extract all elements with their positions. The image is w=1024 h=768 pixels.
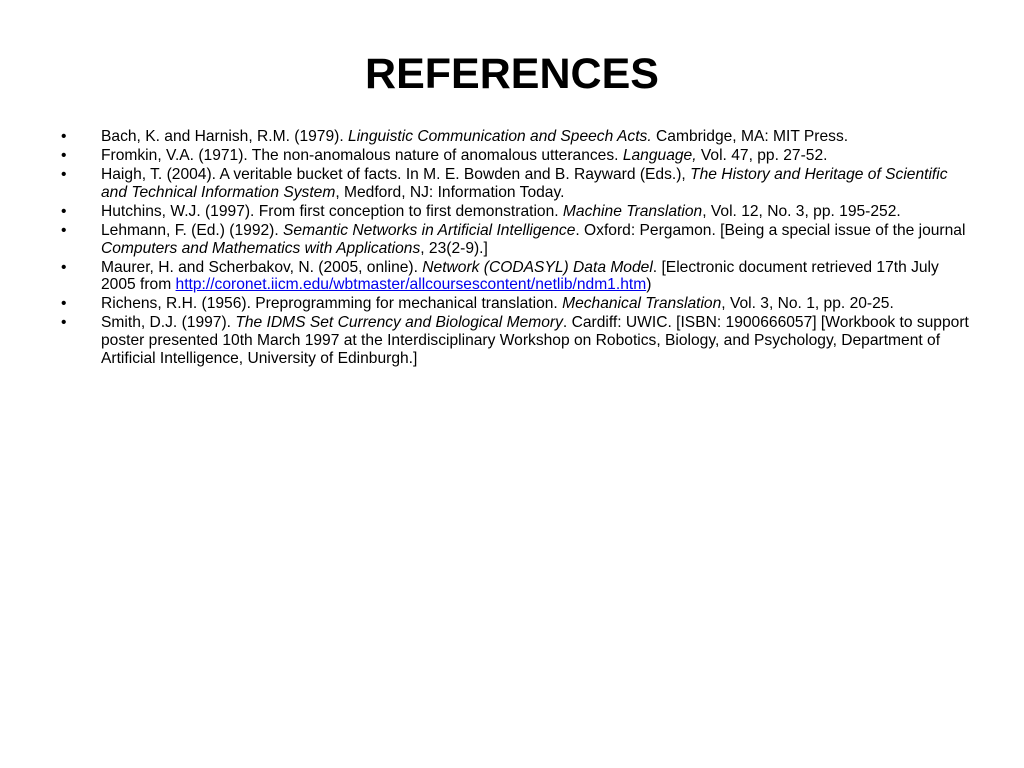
- reference-item: [57, 203, 972, 221]
- reference-text: , Medford, NJ: Information Today.: [335, 183, 565, 201]
- reference-text: Haigh, T. (2004). A veritable bucket of facts. In M. E. Bowden and B. Rayward (Eds.),: [101, 166, 691, 184]
- reference-text: Fromkin, V.A. (1971). The non-anomalous nature of anomalous utterances.: [101, 147, 623, 165]
- reference-text: Maurer, H. and Scherbakov, N. (2005, online).: [101, 258, 423, 276]
- reference-text: Lehmann, F. (Ed.) (1992).: [101, 221, 284, 239]
- reference-title: The IDMS Set Currency and Biological Memory: [235, 314, 563, 332]
- reference-text: Cambridge, MA: MIT Press.: [651, 128, 849, 145]
- reference-title: Linguistic Communication and Speech Acts.: [348, 128, 652, 145]
- reference-title: The History and Heritage of Scientific and Technical Information System: [101, 166, 948, 201]
- reference-text: , Vol. 3, No. 1, pp. 20-25.: [721, 295, 894, 313]
- bullet-icon: •: [61, 258, 67, 276]
- reference-text: Smith, D.J. (1997).: [101, 314, 236, 332]
- reference-list: [57, 128, 972, 369]
- reference-text: Bach, K. and Harnish, R.M. (1979).: [101, 128, 349, 145]
- reference-text: Richens, R.H. (1956). Preprogramming for mechanical translation.: [101, 295, 563, 313]
- reference-text: , 23(2-9).]: [420, 239, 488, 257]
- reference-text: Hutchins, W.J. (1997). From first conception to first demonstration.: [101, 202, 563, 220]
- bullet-icon: •: [61, 128, 67, 145]
- reference-title: Mechanical Translation: [562, 295, 722, 313]
- reference-item: [57, 147, 972, 165]
- reference-text: . [Electronic document retrieved 17th July 2005 from: [101, 258, 939, 294]
- page-title: REFERENCES: [365, 50, 659, 98]
- journal-title: Computers and Mathematics with Applications: [101, 239, 421, 257]
- reference-item: [57, 314, 972, 367]
- reference-item: [57, 222, 972, 257]
- reference-item: [57, 128, 972, 146]
- reference-item: [57, 259, 972, 294]
- reference-text: . Cardiff: UWIC. [ISBN: 1900666057] [Workbook to support poster presented 10th March 1997 at the Interdisciplinary Workshop on Robotics, Biology, and Psychology, Department of Artificial Intelligence, University of Edinburgh.]: [101, 314, 969, 367]
- bullet-icon: •: [61, 295, 67, 313]
- reference-item: [57, 295, 972, 313]
- reference-text: . Oxford: Pergamon. [Being a special issue of the journal: [575, 221, 966, 239]
- reference-text: Vol. 47, pp. 27-52.: [696, 147, 828, 165]
- reference-url-link[interactable]: http://coronet.iicm.edu/wbtmaster/allcoursescontent/netlib/ndm1.htm: [175, 276, 647, 294]
- bullet-icon: •: [61, 202, 67, 220]
- reference-title: Language,: [622, 147, 697, 165]
- bullet-icon: •: [61, 221, 67, 239]
- reference-title: Semantic Networks in Artificial Intelligence: [283, 221, 576, 239]
- reference-title: Network (CODASYL) Data Model: [422, 258, 653, 276]
- reference-item: [57, 166, 972, 201]
- reference-title: Machine Translation: [562, 202, 703, 220]
- bullet-icon: •: [61, 147, 67, 165]
- reference-text: , Vol. 12, No. 3, pp. 195-252.: [702, 202, 901, 220]
- bullet-icon: •: [61, 314, 67, 332]
- bullet-icon: •: [61, 166, 67, 184]
- reference-text: ): [646, 276, 652, 294]
